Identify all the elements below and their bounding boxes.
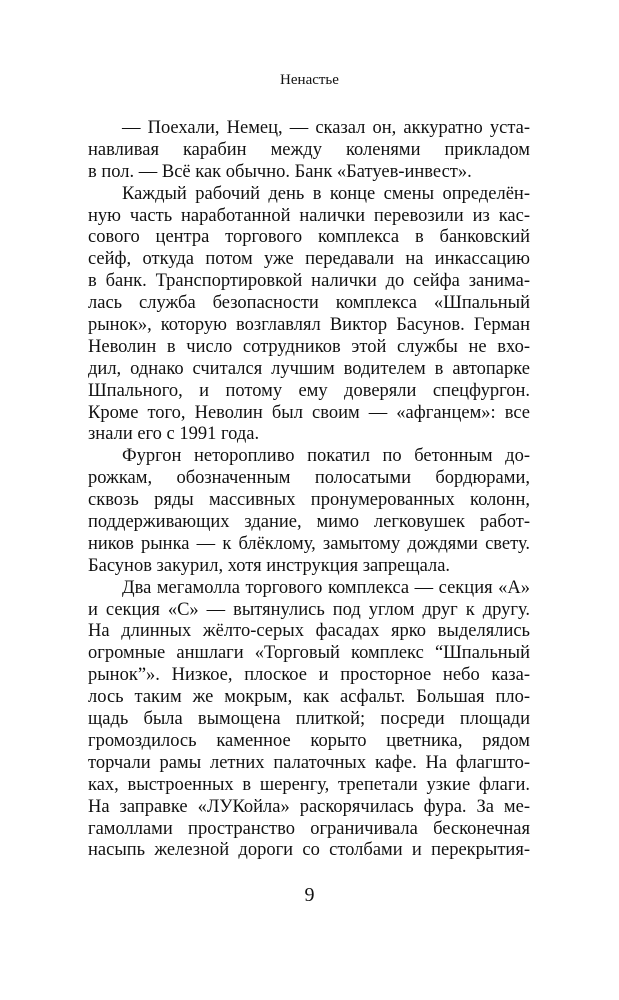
body-text [88,118,530,862]
text-line: Кроме того, Неволин был своим — «афганцем»: все [88,402,530,423]
text-line: ную часть наработанной налички перевозили из кас- [88,205,530,226]
text-line: На заправке «ЛУКойла» раскорячилась фура. За ме- [88,796,530,817]
running-header: Ненастье [280,72,339,88]
text-line: рожкам, обозначенным полосатыми бордюрами, [88,468,530,489]
text-line: щадь была вымощена плиткой; посреди площади [88,709,530,730]
text-line: сового центра торгового комплекса в банковский [88,227,530,248]
text-line: Два мегамолла торгового комплекса — секция «А» [122,577,530,598]
text-line: Басунов закурил, хотя инструкция запрещала. [88,555,451,576]
text-line: дил, однако считался лучшим водителем в автопарке [88,358,530,379]
paragraph [88,184,530,447]
text-line: На длинных жёлто-серых фасадах ярко выделялись [88,621,530,642]
text-line: ках, выстроенных в шеренгу, трепетали узкие флаги. [88,774,530,795]
text-line: навливая карабин между коленями прикладом [88,139,530,160]
text-line: огромные аншлаги «Торговый комплекс “Шпальный [88,643,530,664]
text-line: лось таким же мокрым, как асфальт. Большая пло- [88,687,530,708]
text-line: и секция «С» — вытянулись под углом друг к другу. [88,599,530,620]
text-line: поддерживающих здание, мимо легковушек работ- [88,512,530,533]
text-line: рынок”». Низкое, плоское и просторное небо каза- [88,665,530,686]
text-line: в банк. Транспортировкой налички до сейфа занима- [88,271,530,292]
text-line: громоздилось каменное корыто цветника, рядом [88,730,530,751]
text-line: — Поехали, Немец, — сказал он, аккуратно уста- [122,118,530,138]
text-line: Каждый рабочий день в конце смены определён- [122,183,530,204]
text-line: рынок», которую возглавлял Виктор Басунов. Герман [88,315,530,336]
text-line: Шпального, и потому ему доверяли спецфургон. [88,380,530,401]
paragraph [88,118,530,184]
text-line: сквозь ряды массивных пронумерованных колонн, [88,490,530,511]
text-line: насыпь железной дороги со столбами и перекрытия- [88,840,530,861]
text-line: лась служба безопасности комплекса «Шпальный [88,293,530,314]
paragraph [88,446,530,577]
text-line: гамоллами пространство ограничивала бесконечная [88,818,530,839]
page-number: 9 [304,884,315,906]
text-line: знали его с 1991 года. [88,424,260,445]
text-line: ников рынка — к блёклому, замытому дождями свету. [88,533,530,554]
text-line: Неволин в число сотрудников этой службы не вхо- [88,336,530,357]
paragraph [88,578,530,863]
text-line: торчали рамы летних палаточных кафе. На флагшто- [88,752,530,773]
text-line: сейф, откуда потом уже передавали на инкассацию [88,249,530,270]
text-line: Фургон неторопливо покатил по бетонным до- [122,446,530,467]
text-line: в пол. — Всё как обычно. Банк «Батуев-инвест». [88,161,472,182]
